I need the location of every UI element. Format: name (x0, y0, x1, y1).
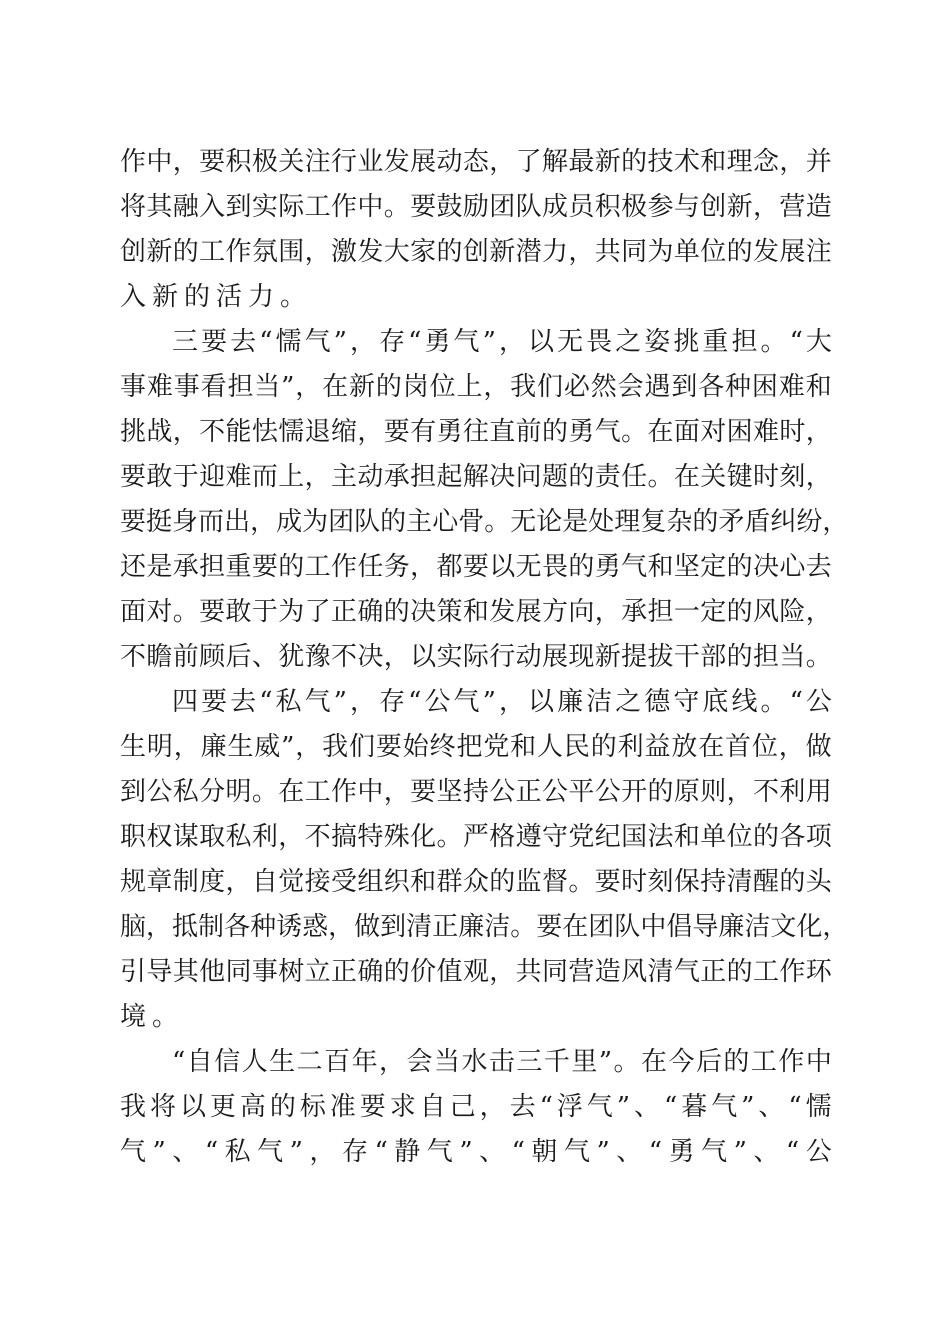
text-line: 气 ” 、 “ 私 气 ” ， 存 “ 静 气 ” 、 “ 朝 气 ” 、 “ 勇 气 ” 、 “ 公 (120, 1137, 832, 1167)
text-line: 作 中 ， 要 积 极 关 注 行 业 发 展 动 态 ， 了 解 最 新 的 技 术 和 理 念 ， 并 (120, 147, 832, 177)
text-line: “ 自 信 人 生 二 百 年 ， 会 当 水 击 三 千 里 ” 。 在 今 后 的 工 作 中 (172, 1047, 832, 1077)
text-line: 要 敢 于 迎 难 而 上 ， 主 动 承 担 起 解 决 问 题 的 责 任 。 在 关 键 时 刻 ， (120, 462, 832, 492)
text-line: 将 其 融 入 到 实 际 工 作 中 。 要 鼓 励 团 队 成 员 积 极 参 与 创 新 ， 营 造 (120, 192, 832, 222)
text-line: 四 要 去 “ 私 气 ” ， 存 “ 公 气 ” ， 以 廉 洁 之 德 守 底 线 。 “ 公 (172, 687, 832, 717)
text-line: 引 导 其 他 同 事 树 立 正 确 的 价 值 观 ， 共 同 营 造 风 清 气 正 的 工 作 环 (120, 957, 832, 987)
text-line: 创 新 的 工 作 氛 围 ， 激 发 大 家 的 创 新 潜 力 ， 共 同 为 单 位 的 发 展 注 (120, 237, 832, 267)
text-line: 境。 (120, 1002, 185, 1032)
text-line: 到 公 私 分 明 。 在 工 作 中 ， 要 坚 持 公 正 公 平 公 开 的 原 则 ， 不 利 用 (120, 777, 832, 807)
text-line: 我 将 以 更 高 的 标 准 要 求 自 己 ， 去 “ 浮 气 ” 、 “ 暮 气 ” 、 “ 懦 (120, 1092, 832, 1122)
text-line: 事 难 事 看 担 当 ” ， 在 新 的 岗 位 上 ， 我 们 必 然 会 遇 到 各 种 困 难 和 (120, 372, 832, 402)
text-line: 面 对 。 要 敢 于 为 了 正 确 的 决 策 和 发 展 方 向 ， 承 担 一 定 的 风 险 ， (120, 597, 832, 627)
text-line: 还 是 承 担 重 要 的 工 作 任 务 ， 都 要 以 无 畏 的 勇 气 和 坚 定 的 决 心 去 (120, 552, 832, 582)
text-line: 生 明 ， 廉 生 威 ” ， 我 们 要 始 终 把 党 和 人 民 的 利 益 放 在 首 位 ， 做 (120, 732, 832, 762)
text-line: 规 章 制 度 ， 自 觉 接 受 组 织 和 群 众 的 监 督 。 要 时 刻 保 持 清 醒 的 头 (120, 867, 832, 897)
text-line: 职 权 谋 取 私 利 ， 不 搞 特 殊 化 。 严 格 遵 守 党 纪 国 法 和 单 位 的 各 项 (120, 822, 832, 852)
text-line: 要 挺 身 而 出 ， 成 为 团 队 的 主 心 骨 。 无 论 是 处 理 复 杂 的 矛 盾 纠 纷 ， (120, 507, 849, 537)
text-line: 脑 ， 抵 制 各 种 诱 惑 ， 做 到 清 正 廉 洁 。 要 在 团 队 中 倡 导 廉 洁 文 化 ， (120, 912, 849, 942)
text-line: 不 瞻 前 顾 后 、 犹 豫 不 决 ， 以 实 际 行 动 展 现 新 提 拔 干 部 的 担 当 。 (120, 642, 832, 672)
text-line: 三 要 去 “ 懦 气 ” ， 存 “ 勇 气 ” ， 以 无 畏 之 姿 挑 重 担 。 “ 大 (172, 327, 832, 357)
text-line: 挑 战 ， 不 能 怯 懦 退 缩 ， 要 有 勇 往 直 前 的 勇 气 。 在 面 对 困 难 时 ， (120, 417, 832, 447)
text-line: 入新的活力。 (120, 282, 313, 312)
document-body (120, 140, 849, 1175)
